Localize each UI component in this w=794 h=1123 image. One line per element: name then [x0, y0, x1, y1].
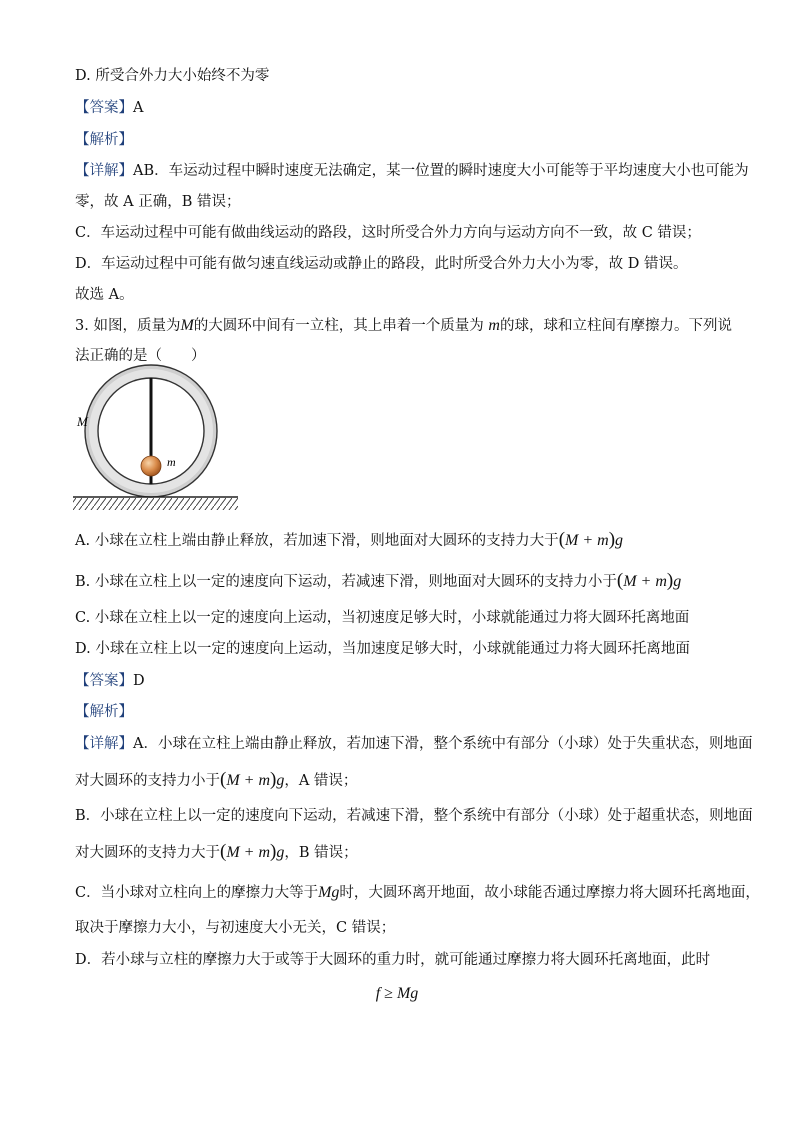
label-M: M: [77, 414, 88, 429]
answer-tag: 【答案】: [75, 100, 133, 116]
detail-tag: 【详解】: [75, 163, 133, 179]
formula-f-geq-Mg: f ≥ Mg: [375, 985, 419, 1002]
ground: [73, 497, 238, 510]
q3-sol-c1: C．当小球对立柱向上的摩擦力大等于Mg时，大圆环离开地面，故小球能否通过摩擦力将大圆环托离地面，: [75, 884, 760, 901]
q3-sol-a2: 对大圆环的支持力小于(M + m)g，A 错误；: [75, 769, 358, 790]
detail-line-5: 故选 A。: [75, 287, 134, 303]
q3-stem-line-2: 法正确的是（ ）: [75, 348, 206, 364]
q3-sol-a1: 【详解】A．小球在立柱上端由静止释放，若加速下滑，整个系统中有部分（小球）处于失重状态，则地面: [75, 736, 753, 752]
detail-line-1: 【详解】AB．车运动过程中瞬时速度无法确定，某一位置的瞬时速度大小可能等于平均速度大小也可能为: [75, 163, 749, 179]
q3-sol-c2: 取决于摩擦力大小，与初速度大小无关，C 错误；: [75, 920, 396, 936]
detail-line-2: 零，故 A 正确，B 错误；: [75, 194, 241, 210]
detail-line-3: C．车运动过程中可能有做曲线运动的路段，这时所受合外力方向与运动方向不一致，故 C 错误；: [75, 225, 701, 241]
ball: [141, 456, 161, 476]
ring-figure: [70, 362, 245, 514]
option-d: D. 小球在立柱上以一定的速度向上运动，当加速度足够大时，小球就能通过力将大圆环托离地面: [75, 641, 690, 657]
answer-line: [75, 98, 143, 118]
q3-answer-value: D: [133, 673, 145, 689]
var-m: m: [488, 317, 500, 334]
option-a: A. 小球在立柱上端由静止释放，若加速下滑，则地面对大圆环的支持力大于(M + m)g: [75, 529, 624, 550]
detail-line-4: D．车运动过程中可能有做匀速直线运动或静止的路段，此时所受合外力大小为零，故 D 错误。: [75, 256, 688, 272]
var-M: M: [180, 317, 194, 334]
label-m: m: [167, 455, 176, 469]
analysis-tag: 【解析】: [75, 132, 133, 148]
q3-sol-d1: D．若小球与立柱的摩擦力大于或等于大圆环的重力时，就可能通过摩擦力将大圆环托离地面，此时: [75, 952, 711, 968]
option-b: B. 小球在立柱上以一定的速度向下运动，若减速下滑，则地面对大圆环的支持力小于(M + m)g: [75, 570, 682, 591]
q3-sol-b1: B．小球在立柱上以一定的速度向下运动，若减速下滑，整个系统中有部分（小球）处于超重状态，则地面: [75, 808, 753, 824]
option-d-text: D. 所受合外力大小始终不为零: [75, 68, 270, 84]
q3-analysis-tag: 【解析】: [75, 704, 133, 720]
option-c: C. 小球在立柱上以一定的速度向上运动，当初速度足够大时，小球就能通过力将大圆环托离地面: [75, 610, 690, 626]
answer-value: A: [133, 100, 144, 116]
q3-answer-line: 【答案】D: [75, 673, 145, 689]
q3-stem-line-1: 3. 如图，质量为M的大圆环中间有一立柱，其上串着一个质量为 m的球，球和立柱间有摩擦力。下列说: [75, 317, 732, 334]
q3-sol-b2: 对大圆环的支持力大于(M + m)g，B 错误；: [75, 841, 358, 862]
